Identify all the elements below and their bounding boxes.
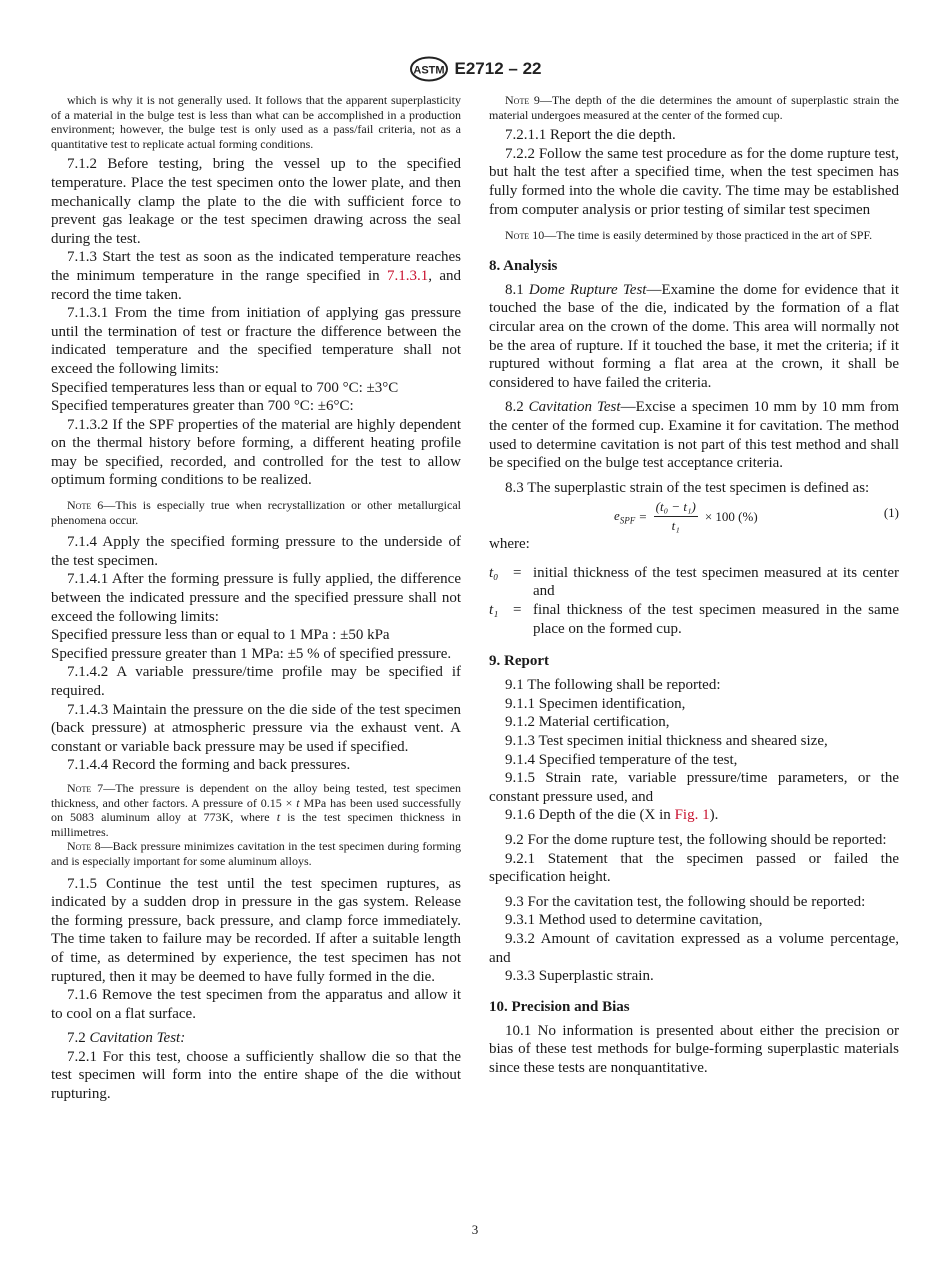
section-9-1-3: 9.1.3 Test specimen initial thickness and sheared size,	[505, 733, 828, 750]
section-7-1-4-4: 7.1.4.4 Record the forming and back pressures.	[67, 757, 351, 774]
section-7-1-3-2: 7.1.3.2 If the SPF properties of the material are highly dependent on the thermal history before forming, a different heating profile may be specified, recorded, and controlled for the test to allow optimum forming conditions to be realized.	[51, 416, 461, 489]
logo-text: ASTM	[412, 64, 445, 77]
section-7-1-4-3: 7.1.4.3 Maintain the pressure on the die side of the test specimen (back pressure) at atmospheric pressure via the exhaust vent. A constant or variable back pressure may be used if specified.	[51, 701, 461, 755]
note-7: Note 7—The pressure is dependent on the alloy being tested, test specimen thickness, and other factors. A pressure of 0.15 × t MPa has been used successfully on 5083 aluminum alloy at 773K, where t is the test specimen thickness in millimetres.	[51, 780, 462, 839]
definition-t0: t₀ = initial thickness of the test specimen measured at its center and	[489, 564, 899, 600]
section-9-1: 9.1 The following shall be reported:	[505, 677, 721, 694]
section-9-3-3: 9.3.3 Superplastic strain.	[505, 968, 654, 985]
equation-number: (1)	[883, 505, 899, 521]
pressure-limit-2: Specified pressure greater than 1 MPa: ±5 % of specified pressure.	[51, 645, 452, 662]
section-9-1-5: 9.1.5 Strain rate, variable pressure/time parameters, or the constant pressure used, and	[489, 770, 899, 805]
section-7-1-3: 7.1.3 Start the test as soon as the indicated temperature reaches the minimum temperature in the range specified in 7.1.3.1, and record the time taken.	[51, 249, 461, 303]
section-9-3-1: 9.3.1 Method used to determine cavitation,	[505, 912, 763, 929]
section-7-1-3-1: 7.1.3.1 From the time from initiation of applying gas pressure until the termination of test or fracture the difference between the indicated temperature and the specified temperature shall not exceed the following limits:	[51, 305, 461, 377]
pressure-limit-1: Specified pressure less than or equal to 1 MPa : ±50 kPa	[51, 627, 390, 644]
section-7-1-2: 7.1.2 Before testing, bring the vessel up to the specified temperature. Place the test specimen onto the lower plate, and then mechanically clamp the plate to the die with sufficient force to prevent gas leakage or the test specimen drawing across the seal during the test.	[51, 156, 461, 247]
section-9-1-6: 9.1.6 Depth of the die (X in Fig. 1).	[505, 807, 719, 824]
link-7-1-3-1[interactable]: 7.1.3.1	[387, 267, 429, 284]
temperature-limit-2: Specified temperatures greater than 700 °C: ±6°C:	[51, 398, 354, 415]
section-9-3-2: 9.3.2 Amount of cavitation expressed as a volume percentage, and	[489, 930, 899, 966]
section-7-2-1-1: 7.2.1.1 Report the die depth.	[505, 127, 676, 144]
equation-fraction: $\frac{\text{(t₀ − t₁)}}{\text{t₁}}$	[655, 499, 696, 534]
section-7-1-4-2: 7.1.4.2 A variable pressure/time profile may be specified if required.	[51, 664, 461, 699]
equation-equals: =	[639, 508, 647, 524]
section-7-2-2: 7.2.2 Follow the same test procedure as for the dome rupture test, but halt the test after a specified time, when the test specimen has fully formed into the whole die cavity. The time may be established from computer analysis or prior testing of similar test specimen	[489, 145, 899, 218]
definition-t1: t₁ = final thickness of the test specimen measured in the same place on the formed cup.	[489, 602, 899, 637]
section-9-2: 9.2 For the dome rupture test, the following should be reported:	[505, 832, 887, 848]
left-column	[51, 93, 461, 1104]
section-8-2: 8.2 Cavitation Test—Excise a specimen 10 mm by 10 mm from the center of the formed cup. Examine it for cavitation. The method used to determine cavitation is not part of this test method and shall be specified on the bulge test acceptance criteria.	[489, 399, 900, 472]
section-7-2: 7.2 Cavitation Test:	[67, 1030, 186, 1047]
section-7-1-4-1: 7.1.4.1 After the forming pressure is fully applied, the difference between the indicated pressure and the specified pressure shall not exceed the following limits:	[51, 571, 461, 625]
standard-designation: E2712 – 22	[454, 59, 542, 78]
section-heading-9: 9. Report	[489, 653, 549, 670]
equation-1	[489, 497, 899, 535]
where-label: where:	[489, 536, 530, 553]
page-number: 3	[471, 1222, 479, 1237]
temperature-limit-1: Specified temperatures less than or equal to 700 °C: ±3°C	[51, 379, 399, 396]
astm-logo-icon	[409, 56, 449, 82]
section-8-3: 8.3 The superplastic strain of the test specimen is defined as:	[505, 479, 870, 496]
section-7-1-4: 7.1.4 Apply the specified forming pressure to the underside of the test specimen.	[51, 534, 461, 569]
section-9-1-4: 9.1.4 Specified temperature of the test,	[505, 751, 738, 768]
note-9: Note 9—The depth of the die determines the amount of superplastic strain the material undergoes measured at the center of the formed cup.	[489, 93, 899, 122]
section-7-1-6: 7.1.6 Remove the test specimen from the apparatus and allow it to cool on a flat surface.	[51, 987, 461, 1022]
section-heading-10: 10. Precision and Bias	[489, 998, 630, 1015]
note-6: Note 6—This is especially true when recrystallization or other metallurgical phenomena occur.	[51, 498, 462, 527]
section-9-2-1: 9.2.1 Statement that the specimen passed or failed the specification height.	[489, 850, 899, 886]
section-7-1-5: 7.1.5 Continue the test until the test specimen ruptures, as indicated by a sudden drop in pressure in the gas system. Release the forming pressure, back pressure, and clamp force immediately. The time taken to failure may be recorded. If after a suitable length of time, as determined by experience, the test specimen has not ruptured, then it may be deemed to have fully formed in the die.	[51, 875, 461, 985]
paragraph-continuation: which is why it is not generally used. It follows that the apparent superplasticity of a material in the bulge test is less than what can be accomplished in a production environment; however, the bulge test is only used as a pass/fail criteria, not as a quantitative test to replicate actual forming conditions.	[51, 93, 461, 151]
page-header	[0, 56, 950, 86]
equation-lhs: $e_{SPF}$	[614, 507, 636, 526]
equation-rhs: × 100 (%)	[704, 508, 758, 524]
link-fig-1[interactable]: Fig. 1	[674, 807, 710, 824]
right-column	[489, 93, 899, 1078]
section-10-1: 10.1 No information is presented about either the precision or bias of these test methods for bulge-forming superplastic materials since these tests are nonquantitative.	[489, 1022, 899, 1076]
section-7-2-1: 7.2.1 For this test, choose a sufficiently shallow die so that the test specimen will form into the entire shape of the die without rupturing.	[51, 1048, 461, 1103]
section-9-1-2: 9.1.2 Material certification,	[505, 714, 670, 731]
section-9-3: 9.3 For the cavitation test, the following should be reported:	[505, 893, 866, 910]
note-8: Note 8—Back pressure minimizes cavitation in the test specimen during forming and is especially important for some aluminum alloys.	[51, 839, 461, 868]
section-9-1-1: 9.1.1 Specimen identification,	[505, 695, 686, 712]
section-8-1: 8.1 Dome Rupture Test—Examine the dome for evidence that it touched the base of the die, indicated by the formation of a flat circular area on the crown of the dome. This area will normally not be the area of rupture. If it touched the base, it met the criteria; if it ruptured without forming a flat area at the crown, it shall be considered to have failed the criteria.	[489, 281, 899, 391]
note-10: Note 10—The time is easily determined by those practiced in the art of SPF.	[505, 228, 873, 243]
section-heading-8: 8. Analysis	[489, 257, 558, 274]
